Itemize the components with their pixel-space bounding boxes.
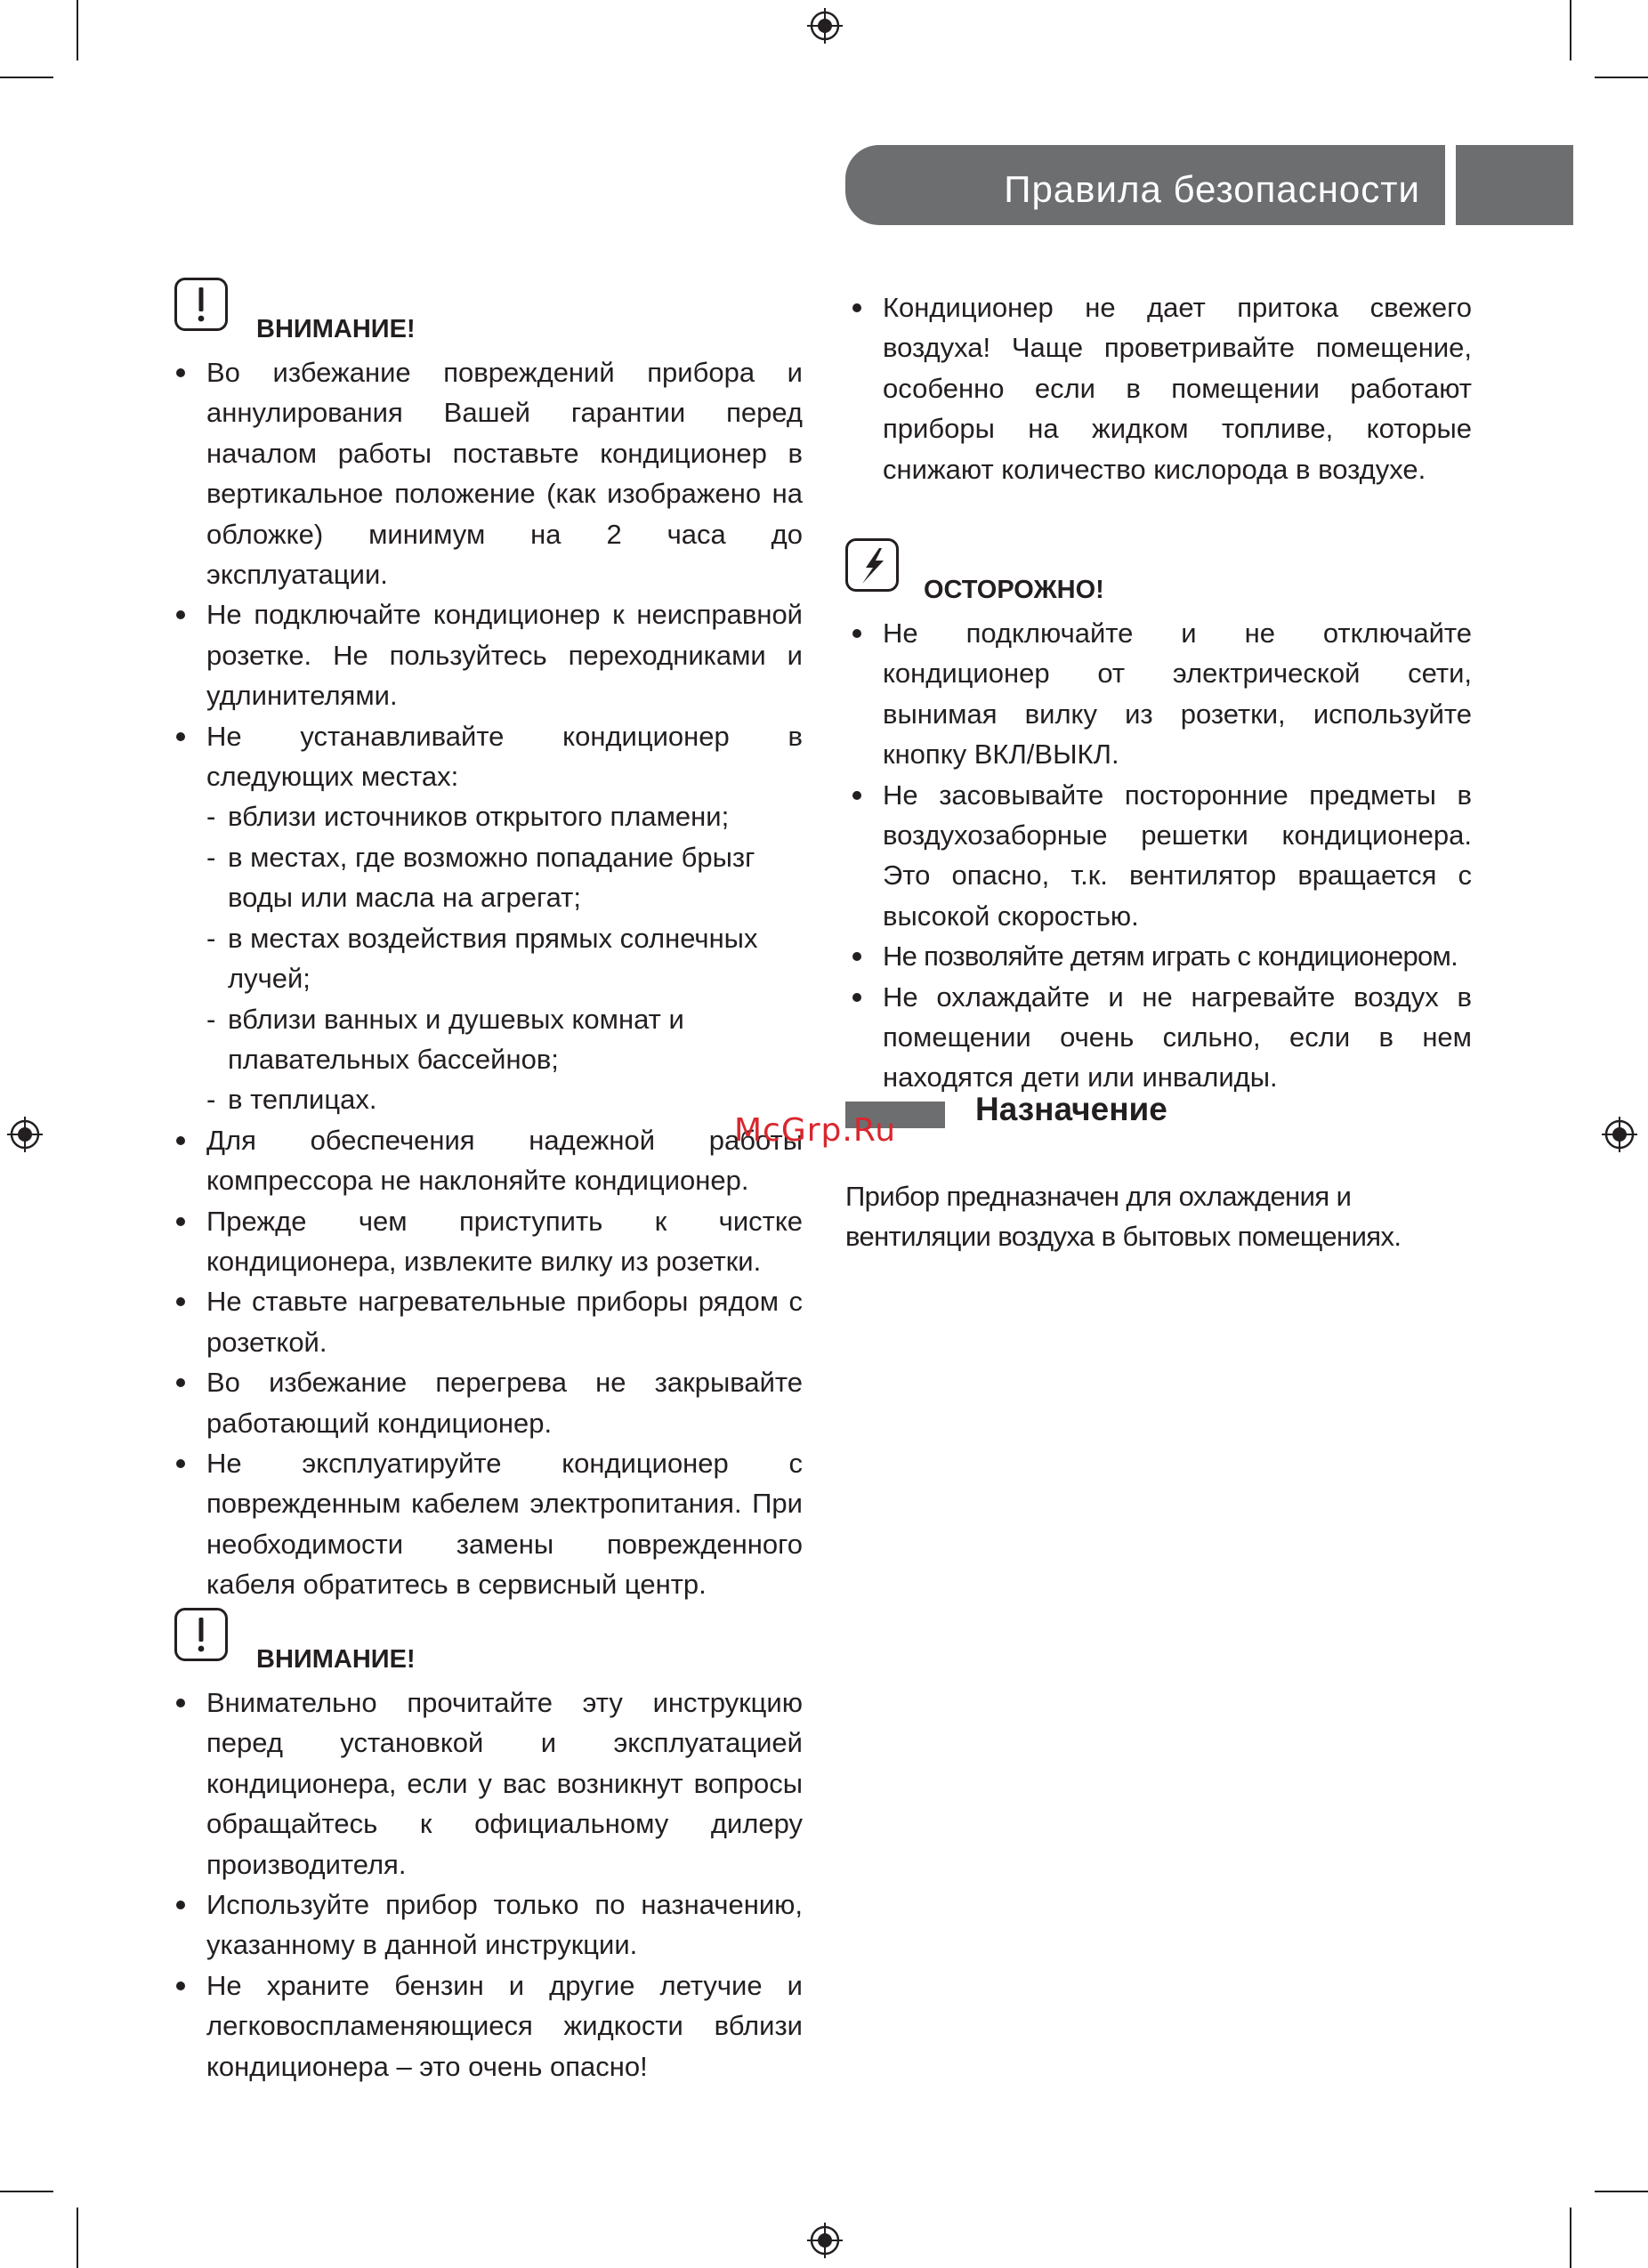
registration-mark-icon [1602,1117,1637,1152]
crop-mark [1595,2191,1648,2192]
list-item: Не ставьте нагревательные приборы рядом с розеткой. [169,1281,803,1362]
list-item: Прежде чем приступить к чистке кондиционера, извлеките вилку из розетки. [169,1201,803,1282]
list-item: Во избежание перегрева не закрывайте работающий кондиционер. [169,1362,803,1443]
crop-mark [77,0,78,61]
crop-mark [1570,0,1571,61]
left-column [169,278,803,1605]
section-text: Прибор предназначен для охлаждения и вентиляции воздуха в бытовых помещениях. [845,1181,1402,1253]
warning-list-2 [169,1683,803,2086]
warning-heading-2 [169,1608,803,1683]
list-item: Не эксплуатируйте кондиционер с поврежденным кабелем электропитания. При необходимости замены поврежденного кабеля обратитесь в сервисный центр. [169,1443,803,1605]
crop-mark [0,77,53,78]
header-tab [1456,145,1573,225]
list-item: Кондиционер не дает притока свежего воздуха! Чаще проветривайте помещение, особенно если в помещении работают приборы на жидком топливе, которые снижают количество кислорода в воздухе. [845,287,1472,489]
crop-mark [77,2207,78,2268]
crop-mark [1570,2207,1571,2268]
intro-list [845,287,1472,489]
sub-list-item: - вблизи ванных и душевых комнат и плавательных бассейнов; [206,999,803,1080]
caution-title: ОСТОРОЖНО! [924,576,1104,604]
list-item: Внимательно прочитайте эту инструкцию перед установкой и эксплуатацией кондиционера, если у вас возникнут вопросы обращайтесь к официальному дилеру производителя. [169,1683,803,1885]
caution-block [845,538,1472,1098]
list-item: Не подключайте кондиционер к неисправной розетке. Не пользуйтесь переходниками и удлинителями. [169,594,803,715]
list-item: Не засовывайте посторонние предметы в воздухозаборные решетки кондиционера. Это опасно, т.к. вентилятор вращается с высокой скоростью. [845,775,1472,937]
list-item: Во избежание повреждений прибора и аннулирования Вашей гарантии перед началом работы поставьте кондиционер в вертикальное положение (как изображено на обложке) минимум на 2 часа до эксплуатации. [169,352,803,594]
sub-list-item: - в местах, где возможно попадание брызг воды или масла на агрегат; [206,837,803,918]
list-item: Не устанавливайте кондиционер в следующих местах: - вблизи источников открытого пламени; - в местах, где возможно попадание брызг воды или масла на агрегат; - в местах воздействия прямых солнечных лучей; - вблизи ванных и душевых комнат и плавательных бассейнов; - в теплицах. [169,716,803,1120]
crop-mark [1595,77,1648,78]
page-title: Правила безопасности [845,145,1445,225]
left-column-block-2 [169,1608,803,2086]
sub-list-item: - вблизи источников открытого пламени; [206,796,803,836]
registration-mark-icon [807,8,843,44]
exclamation-icon [174,278,228,331]
caution-list [845,613,1472,1098]
sub-list-item: - в местах воздействия прямых солнечных лучей; [206,918,803,999]
warning-title: ВНИМАНИЕ! [256,1645,416,1674]
section-title: Назначение [975,1091,1167,1127]
caution-heading [845,538,1472,613]
exclamation-icon [174,1608,228,1661]
registration-mark-icon [7,1117,43,1152]
sub-list [206,796,803,1119]
list-item: Не охлаждайте и не нагревайте воздух в помещении очень сильно, если в нем находятся дети или инвалиды. [845,977,1472,1098]
list-item: Не храните бензин и другие летучие и легковоспламеняющиеся жидкости вблизи кондиционера – это очень опасно! [169,1965,803,2086]
warning-heading-1 [169,278,803,352]
warning-list-1 [169,352,803,1605]
list-item: Используйте прибор только по назначению, указанному в данной инструкции. [169,1885,803,1965]
lightning-icon [845,538,899,592]
watermark: McGrp.Ru [734,1112,897,1149]
list-item: Не позволяйте детям играть с кондиционером. [845,936,1472,976]
right-column [845,287,1472,489]
sub-list-item: - в теплицах. [206,1079,803,1119]
registration-mark-icon [807,2223,843,2258]
warning-title: ВНИМАНИЕ! [256,315,416,343]
crop-mark [0,2191,53,2192]
list-item: Не подключайте и не отключайте кондиционер от электрической сети, вынимая вилку из розетки, используйте кнопку ВКЛ/ВЫКЛ. [845,613,1472,775]
list-item: Для обеспечения надежной работы компрессора не наклоняйте кондиционер. [169,1120,803,1201]
